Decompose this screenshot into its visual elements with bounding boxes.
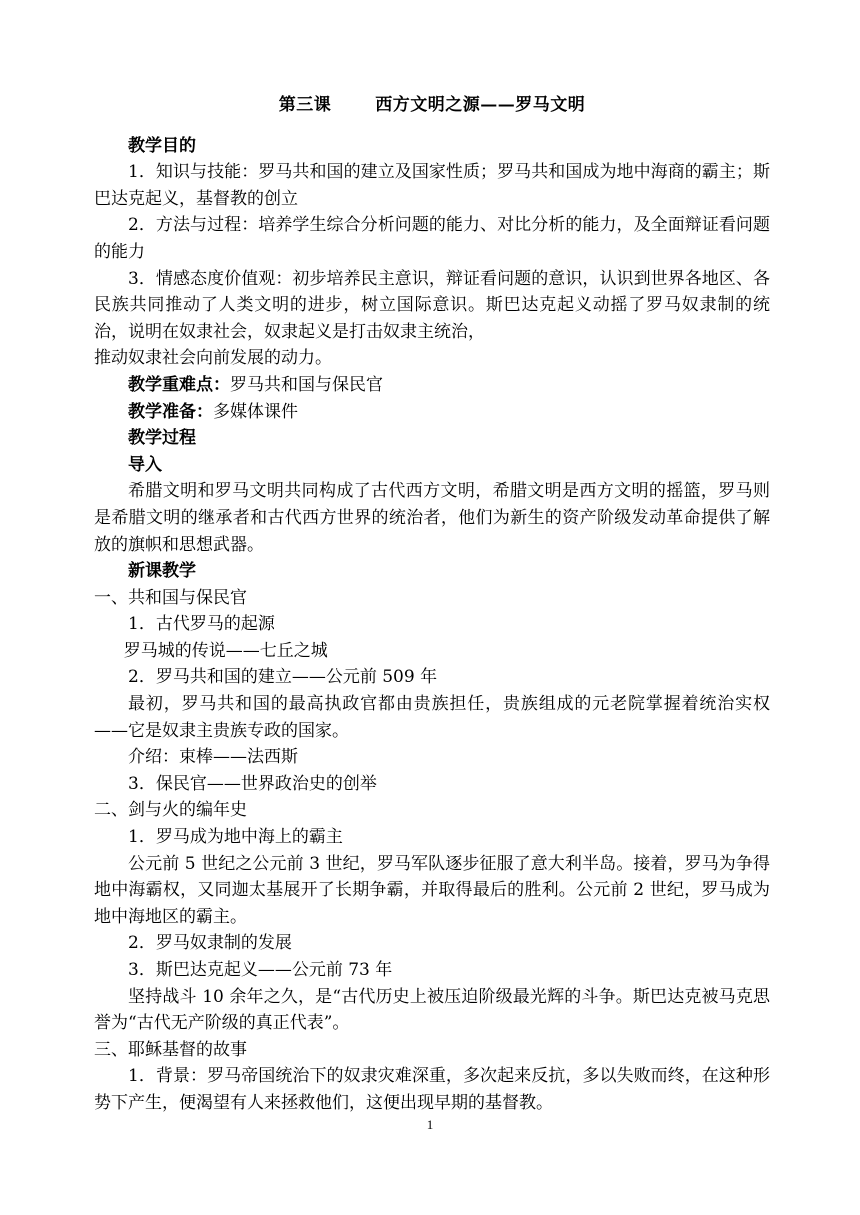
section-2-sub-3-text: 坚持战斗 10 余年之久，是“古代历史上被压迫阶级最光辉的斗争。斯巴达克被马克思誉为“古代无产阶级的真正代表”。 (94, 986, 770, 1034)
intro-text: 希腊文明和罗马文明共同构成了古代西方文明，希腊文明是西方文明的摇篮，罗马则是希腊文明的继承者和古代西方世界的统治者，他们为新生的资产阶级发动革命提供了解放的旗帜和思想武器。 (94, 481, 770, 555)
goals-heading: 教学目的 (128, 135, 196, 156)
page-number: 1 (426, 1117, 434, 1132)
section-1-sub-3: 3．保民官——世界政治史的创举 (128, 773, 377, 794)
section-2-sub-3: 3．斯巴达克起义——公元前 73 年 (128, 960, 393, 980)
prep-label: 教学准备： (128, 401, 213, 422)
section-1-sub-1-text: 罗马城的传说——七丘之城 (123, 640, 328, 661)
lesson-topic: 西方文明之源——罗马文明 (375, 95, 586, 115)
lesson-number: 第三课 (278, 95, 332, 115)
goal-item-1: 1．知识与技能：罗马共和国的建立及国家性质；罗马共和国成为地中海商的霸主；斯巴达克起义，基督教的创立 (94, 162, 770, 209)
section-1-sub-2: 2．罗马共和国的建立——公元前 509 年 (128, 667, 438, 688)
prep-line (94, 399, 770, 426)
goal-item-3-continued: 推动奴隶社会向前发展的动力。 (94, 348, 332, 369)
goal-item-2: 2．方法与过程：培养学生综合分析问题的能力、对比分析的能力，及全面辩证看问题的能力 (94, 215, 770, 262)
section-3-sub-1-text: 1．背景：罗马帝国统治下的奴隶灾难深重，多次起来反抗，多以失败而终，在这种形势下产生，便渴望有人来拯救他们，这便出现早期的基督教。 (94, 1066, 770, 1113)
section-1-sub-2-note: 介绍：束棒——法西斯 (128, 747, 298, 768)
process-heading: 教学过程 (128, 428, 196, 449)
section-2-sub-1-text: 公元前 5 世纪之公元前 3 世纪，罗马军队逐步征服了意大利半岛。接着，罗马为争得地中海霸权，又同迦太基展开了长期争霸，并取得最后的胜利。公元前 2 世纪，罗马成为地中海地区的霸主。 (94, 853, 770, 927)
intro-heading: 导入 (128, 454, 162, 475)
section-1-sub-1: 1．古代罗马的起源 (128, 614, 275, 635)
lesson-title (94, 92, 770, 119)
section-2-heading: 二、剑与火的编年史 (94, 800, 247, 821)
section-2-sub-2: 2．罗马奴隶制的发展 (128, 933, 292, 954)
section-3-heading: 三、耶稣基督的故事 (94, 1039, 247, 1060)
key-points-label: 教学重难点： (128, 374, 230, 395)
section-1-heading: 一、共和国与保民官 (94, 587, 247, 608)
new-lesson-heading: 新课教学 (128, 561, 196, 582)
key-points-value: 罗马共和国与保民官 (230, 374, 383, 395)
document-page (94, 92, 770, 1117)
prep-value: 多媒体课件 (213, 401, 298, 422)
section-1-sub-2-text: 最初，罗马共和国的最高执政官都由贵族担任，贵族组成的元老院掌握着统治实权——它是奴隶主贵族专政的国家。 (94, 694, 770, 741)
goal-item-3: 3．情感态度价值观：初步培养民主意识，辩证看问题的意识，认识到世界各地区、各民族共同推动了人类文明的进步，树立国际意识。斯巴达克起义动摇了罗马奴隶制的统治，说明在奴隶社会，奴隶起义是打击奴隶主统治， (94, 268, 770, 342)
section-2-sub-1: 1．罗马成为地中海上的霸主 (128, 827, 343, 848)
key-points-line (94, 372, 770, 399)
